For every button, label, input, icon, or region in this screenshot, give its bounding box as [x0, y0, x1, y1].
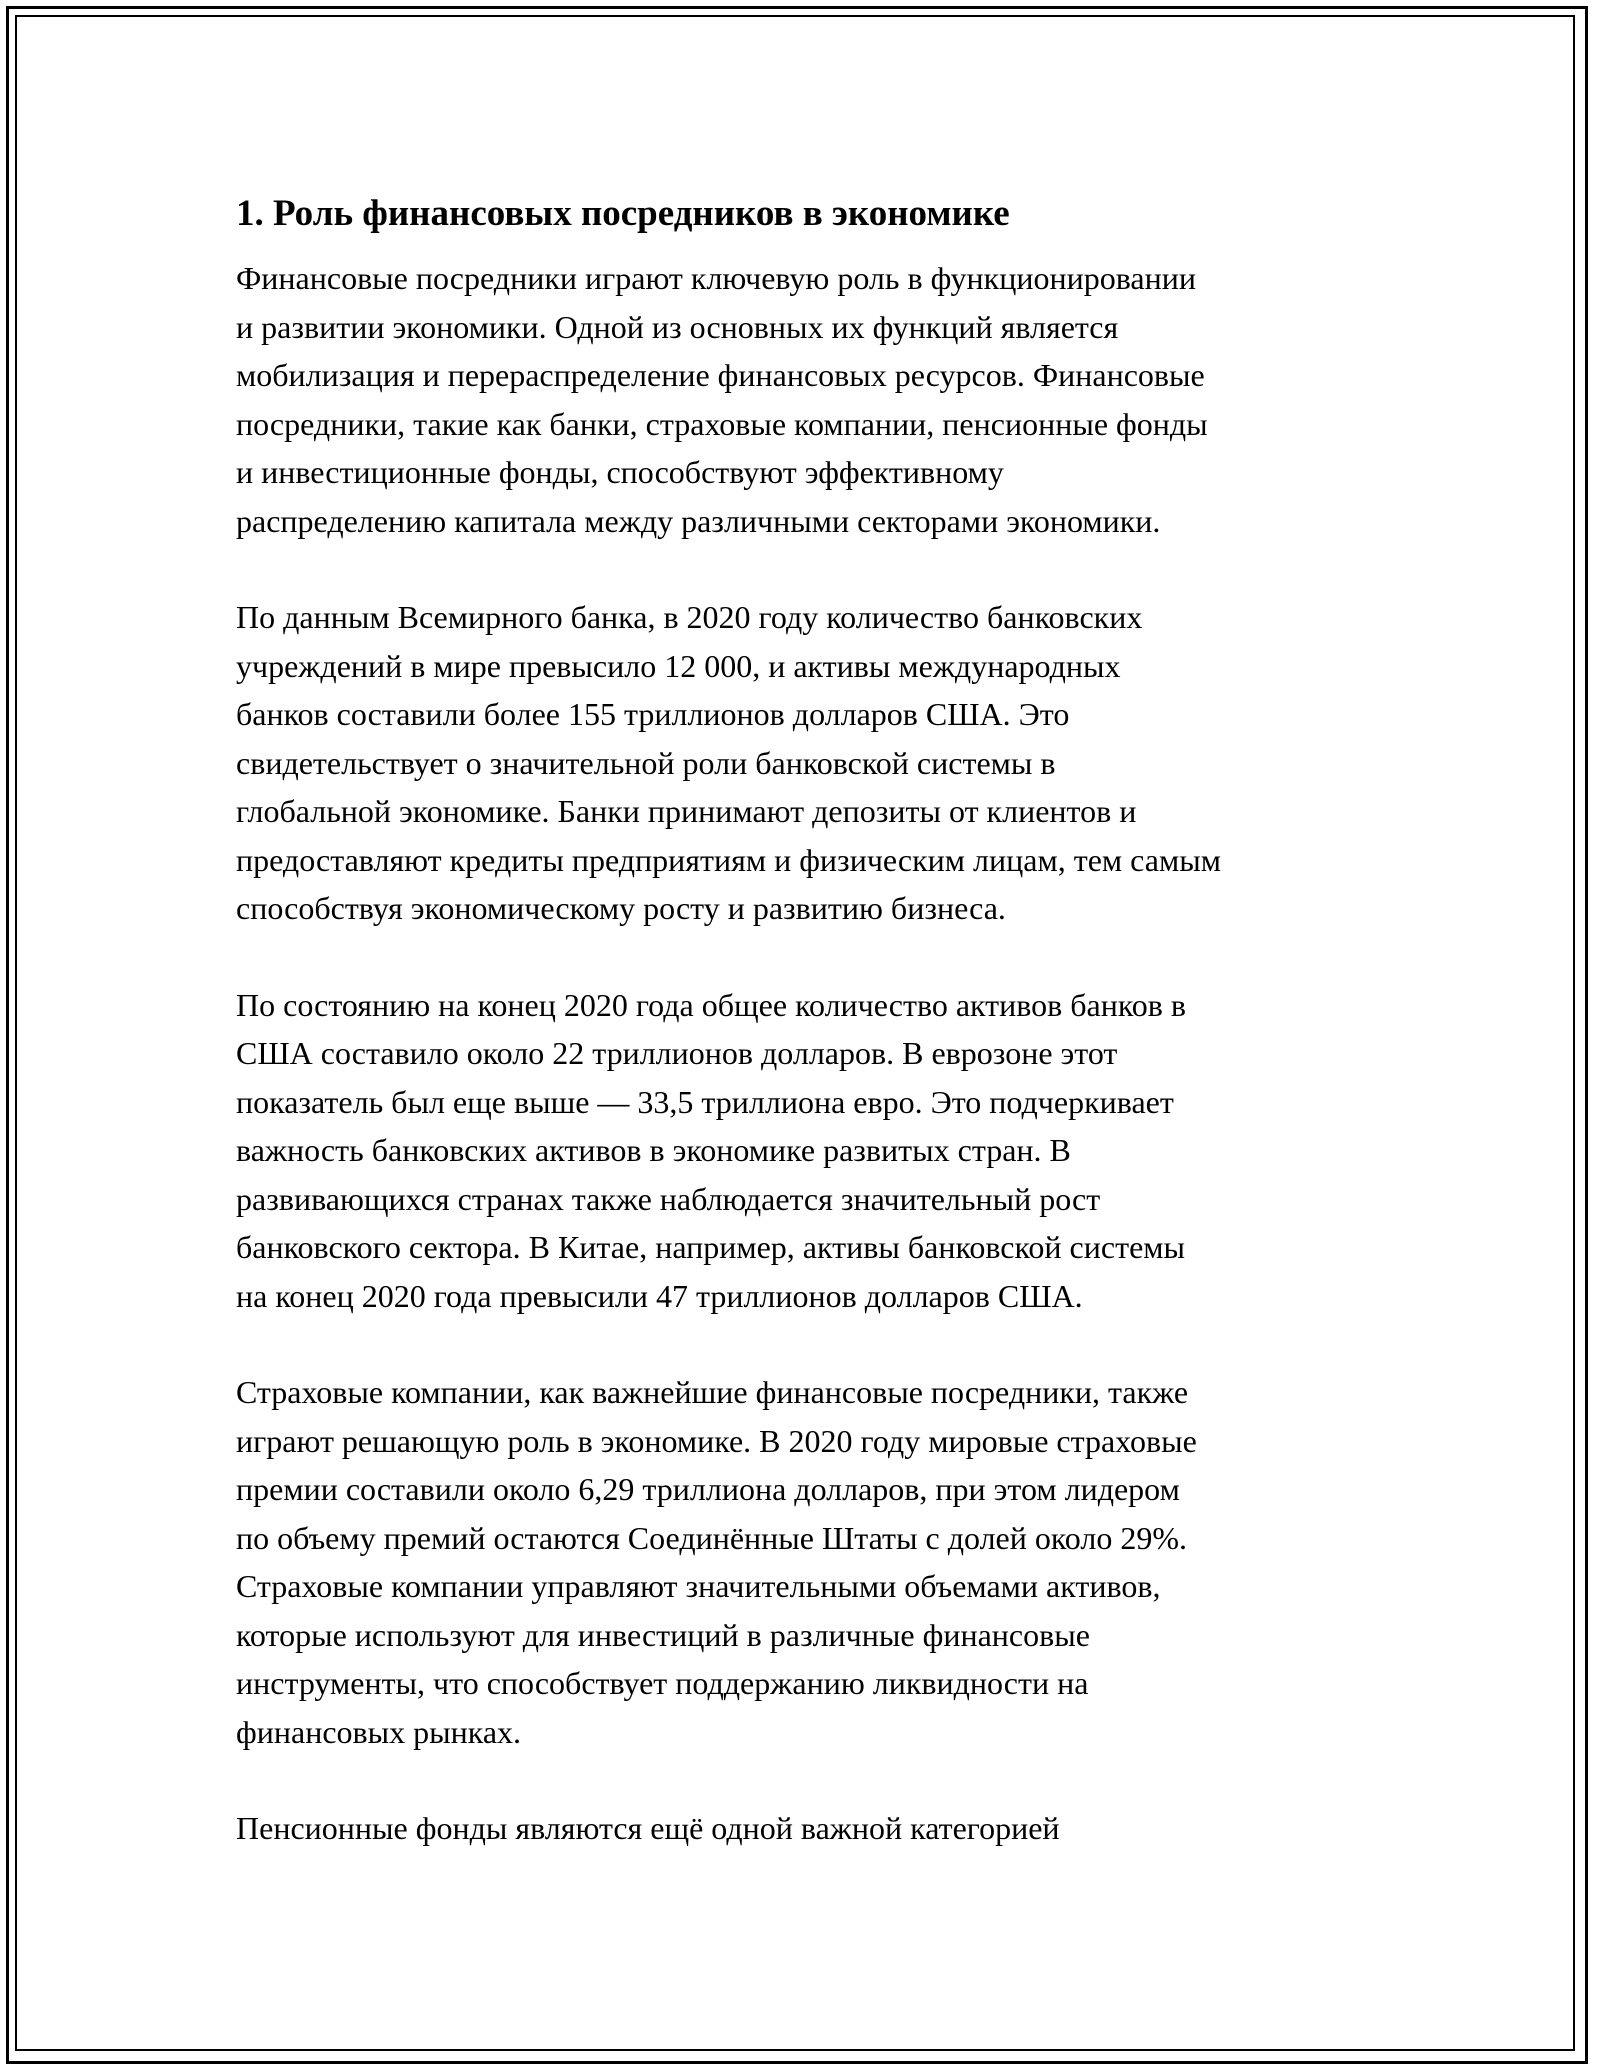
- paragraph-bank-assets: По состоянию на конец 2020 года общее количество активов банков в США составило около 22 триллионов долларов. В еврозоне этот показатель был еще выше — 33,5 триллиона евро. Это подчеркивает важность банковских активов в экономике развитых стран. В развивающихся странах также наблюдается значительный рост банковского сектора. В Китае, например, активы банковской системы на конец 2020 года превысили 47 триллионов долларов США.: [236, 986, 1187, 1314]
- paragraph-pension-funds: Пенсионные фонды являются ещё одной важной категорией: [236, 1810, 1060, 1846]
- paragraph-insurance: Страховые компании, как важнейшие финансовые посредники, также играют решающую роль в экономике. В 2020 году мировые страховые премии составили около 6,29 триллиона долларов, при этом лидером по объему премий остаются Соединённые Штаты с долей около 29%. Страховые компании управляют значительными объемами активов, которые используют для инвестиций в различные финансовые инструменты, что способствует поддержанию ликвидности на финансовых рынках.: [236, 1374, 1197, 1750]
- paragraph-world-bank: По данным Всемирного банка, в 2020 году количество банковских учреждений в мире превысило 12 000, и активы международных банков составили более 155 триллионов долларов США. Это свидетельствует о значительной роли банковской системы в глобальной экономике. Банки принимают депозиты от клиентов и предоставляют кредиты предприятиям и физическим лицам, тем самым способствуя экономическому росту и развитию бизнеса.: [236, 599, 1221, 926]
- document-page: [236, 184, 1376, 1853]
- section-heading: 1. Роль финансовых посредников в экономике: [236, 193, 1010, 234]
- paragraph-intro: Финансовые посредники играют ключевую роль в функционировании и развитии экономики. Одной из основных их функций является мобилизация и перераспределение финансовых ресурсов. Финансовые посредники, такие как банки, страховые компании, пенсионные фонды и инвестиционные фонды, способствуют эффективному распределению капитала между различными секторами экономики.: [236, 260, 1208, 539]
